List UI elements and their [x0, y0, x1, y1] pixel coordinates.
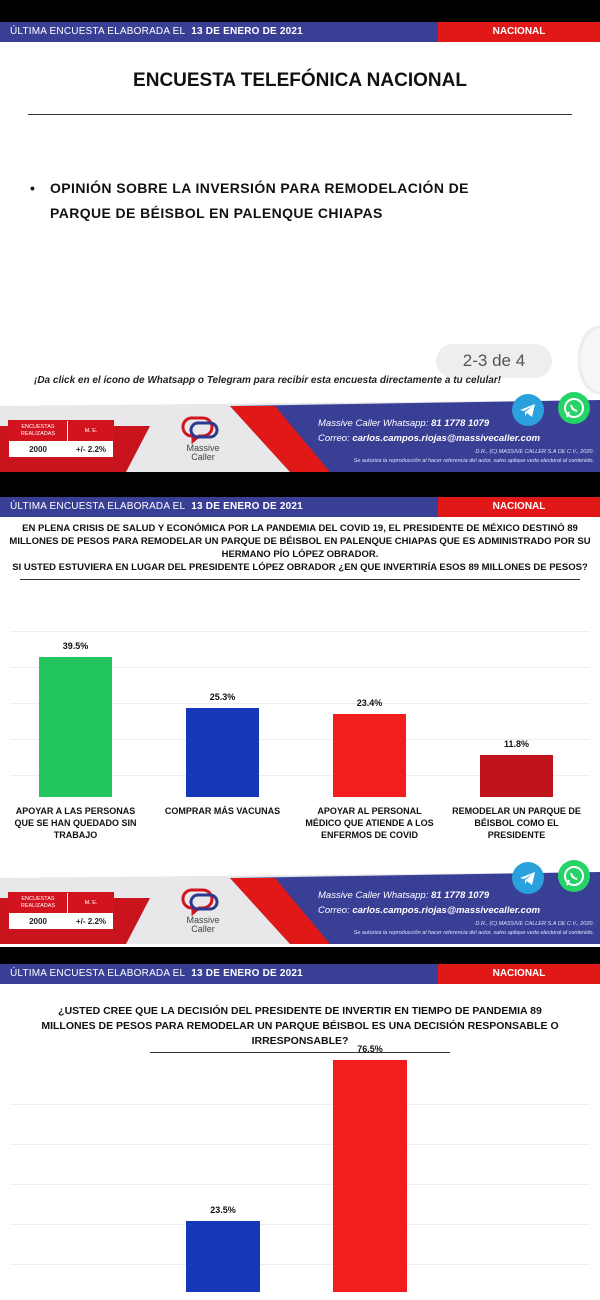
- legal-text: D.R., (C) MASSIVE CALLER S.A DE C.V., 2020. Se autoriza la reproducción al hacer referencia del autor, salvo aplique veda electoral al contenido.: [353, 449, 594, 464]
- bar: [39, 657, 112, 797]
- scope-badge: NACIONAL: [438, 22, 600, 42]
- slide-title: ENCUESTA TELEFÓNICA NACIONAL: [133, 70, 467, 91]
- bullet-dot: •: [30, 180, 36, 196]
- legal-text: D.R., (C) MASSIVE CALLER S.A DE C.V., 2020. Se autoriza la reproducción al hacer referencia del autor, salvo aplique veda electoral al contenido.: [353, 921, 594, 936]
- massive-caller-logo: [178, 414, 228, 464]
- page-scroll-handle[interactable]: [580, 328, 600, 392]
- stats-box: [8, 420, 114, 458]
- scope-badge: NACIONAL: [438, 964, 600, 984]
- logo-text-bottom: Caller: [191, 452, 215, 462]
- bar: [480, 755, 553, 797]
- telegram-icon[interactable]: [512, 394, 544, 426]
- stat-surveys-value: 2000: [29, 917, 47, 926]
- stats-box: [8, 892, 114, 930]
- category-label: COMPRAR MÁS VACUNAS: [164, 806, 281, 816]
- footer-band: [0, 872, 600, 944]
- logo-text-bottom: Caller: [191, 924, 215, 934]
- header-label: ÚLTIMA ENCUESTA ELABORADA EL 13 DE ENERO DE 2021: [10, 501, 303, 512]
- question-text: ¿USTED CREE QUE LA DECISIÓN DEL PRESIDENTE DE INVERTIR EN TIEMPO DE PANDEMIA 89 MILLONES DE PESOS PARA REMODELAR UN PARQUE BÉISBOL ES UNA DECISIÓN RESPONSABLE O IRRESPONSABLE?: [41, 1005, 559, 1047]
- logo-text-top: Massive: [186, 443, 220, 453]
- stat-surveys-label: ENCUESTAS REALIZADAS: [9, 893, 67, 913]
- whatsapp-icon[interactable]: [558, 392, 590, 424]
- stat-margin-value: +/- 2.2%: [75, 917, 106, 926]
- massive-caller-logo: [178, 886, 228, 936]
- header-label: ÚLTIMA ENCUESTA ELABORADA EL 13 DE ENERO DE 2021: [10, 26, 303, 37]
- data-label: 23.4%: [356, 698, 383, 709]
- gridline: [10, 1224, 590, 1225]
- bar: [333, 714, 406, 797]
- logo-icon: [178, 414, 228, 444]
- logo-icon: [178, 886, 228, 916]
- stat-surveys-label: ENCUESTAS REALIZADAS: [9, 421, 67, 441]
- scope-badge: NACIONAL: [438, 497, 600, 517]
- header-label: ÚLTIMA ENCUESTA ELABORADA EL 13 DE ENERO DE 2021: [10, 968, 303, 979]
- header-bar: [0, 22, 600, 42]
- stat-surveys-value: 2000: [29, 445, 47, 454]
- stat-margin-label: M. E.: [68, 893, 114, 913]
- telegram-icon[interactable]: [512, 862, 544, 894]
- data-label: 25.3%: [209, 691, 236, 702]
- stat-margin-value: +/- 2.2%: [75, 445, 106, 454]
- data-label: 11.8%: [503, 739, 530, 750]
- whatsapp-icon[interactable]: [558, 860, 590, 892]
- category-label: APOYAR AL PERSONAL MÉDICO QUE ATIENDE A LOS ENFERMOS DE COVID: [305, 806, 434, 840]
- gridline: [10, 1104, 590, 1105]
- gridline: [10, 631, 590, 632]
- bar-chart-responsibility: [0, 964, 600, 1300]
- category-label: REMODELAR UN PARQUE DE BÉISBOL COMO EL PRESIDENTE: [452, 806, 581, 840]
- gridline: [10, 1184, 590, 1185]
- contact-info: Massive Caller Whatsapp: 81 1778 1079 Correo: carlos.campos.riojas@massivecaller.com: [318, 890, 541, 916]
- data-label: 76.5%: [357, 1043, 383, 1054]
- bar: [186, 1221, 260, 1292]
- cta-text: ¡Da click en el ícono de Whatsapp o Telegram para recibir esta encuesta directamente a tu celular!: [34, 375, 502, 386]
- logo-text-top: Massive: [186, 915, 220, 925]
- data-label: 23.5%: [210, 1204, 236, 1215]
- bar: [186, 708, 259, 797]
- bullet-topic: • OPINIÓN SOBRE LA INVERSIÓN PARA REMODELACIÓN DE PARQUE DE BÉISBOL EN PALENQUE CHIAPAS: [30, 176, 469, 226]
- gridline: [10, 1144, 590, 1145]
- bar: [333, 1060, 407, 1292]
- slide-question-2: [0, 964, 600, 1300]
- contact-info: Massive Caller Whatsapp: 81 1778 1079 Correo: carlos.campos.riojas@massivecaller.com: [318, 418, 541, 444]
- gridline: [10, 1264, 590, 1265]
- page-indicator[interactable]: 2-3 de 4: [436, 344, 552, 378]
- title-rule: [28, 114, 572, 115]
- data-label: 39.5%: [62, 641, 89, 652]
- bar-chart-investment: [0, 497, 600, 867]
- footer-band: [0, 400, 600, 472]
- stat-margin-label: M. E.: [68, 421, 114, 441]
- question-text: EN PLENA CRISIS DE SALUD Y ECONÓMICA POR LA PANDEMIA DEL COVID 19, EL PRESIDENTE DE MÉXICO DESTINÓ 89 MILLONES DE PESOS PARA REMODELAR UN PARQUE DE BÉISBOL EN PALENQUE CHIAPAS QUE ES ADMINISTRADO POR SU HERMANO PÍO LÓPEZ OBRADOR. SI USTED ESTUVIERA EN LUGAR DEL PRESIDENTE LÓPEZ OBRADOR ¿EN QUE INVERTIRÍA ESOS 89 MILLONES DE PESOS?: [9, 523, 591, 573]
- category-label: APOYAR A LAS PERSONAS QUE SE HAN QUEDADO SIN TRABAJO: [14, 806, 137, 840]
